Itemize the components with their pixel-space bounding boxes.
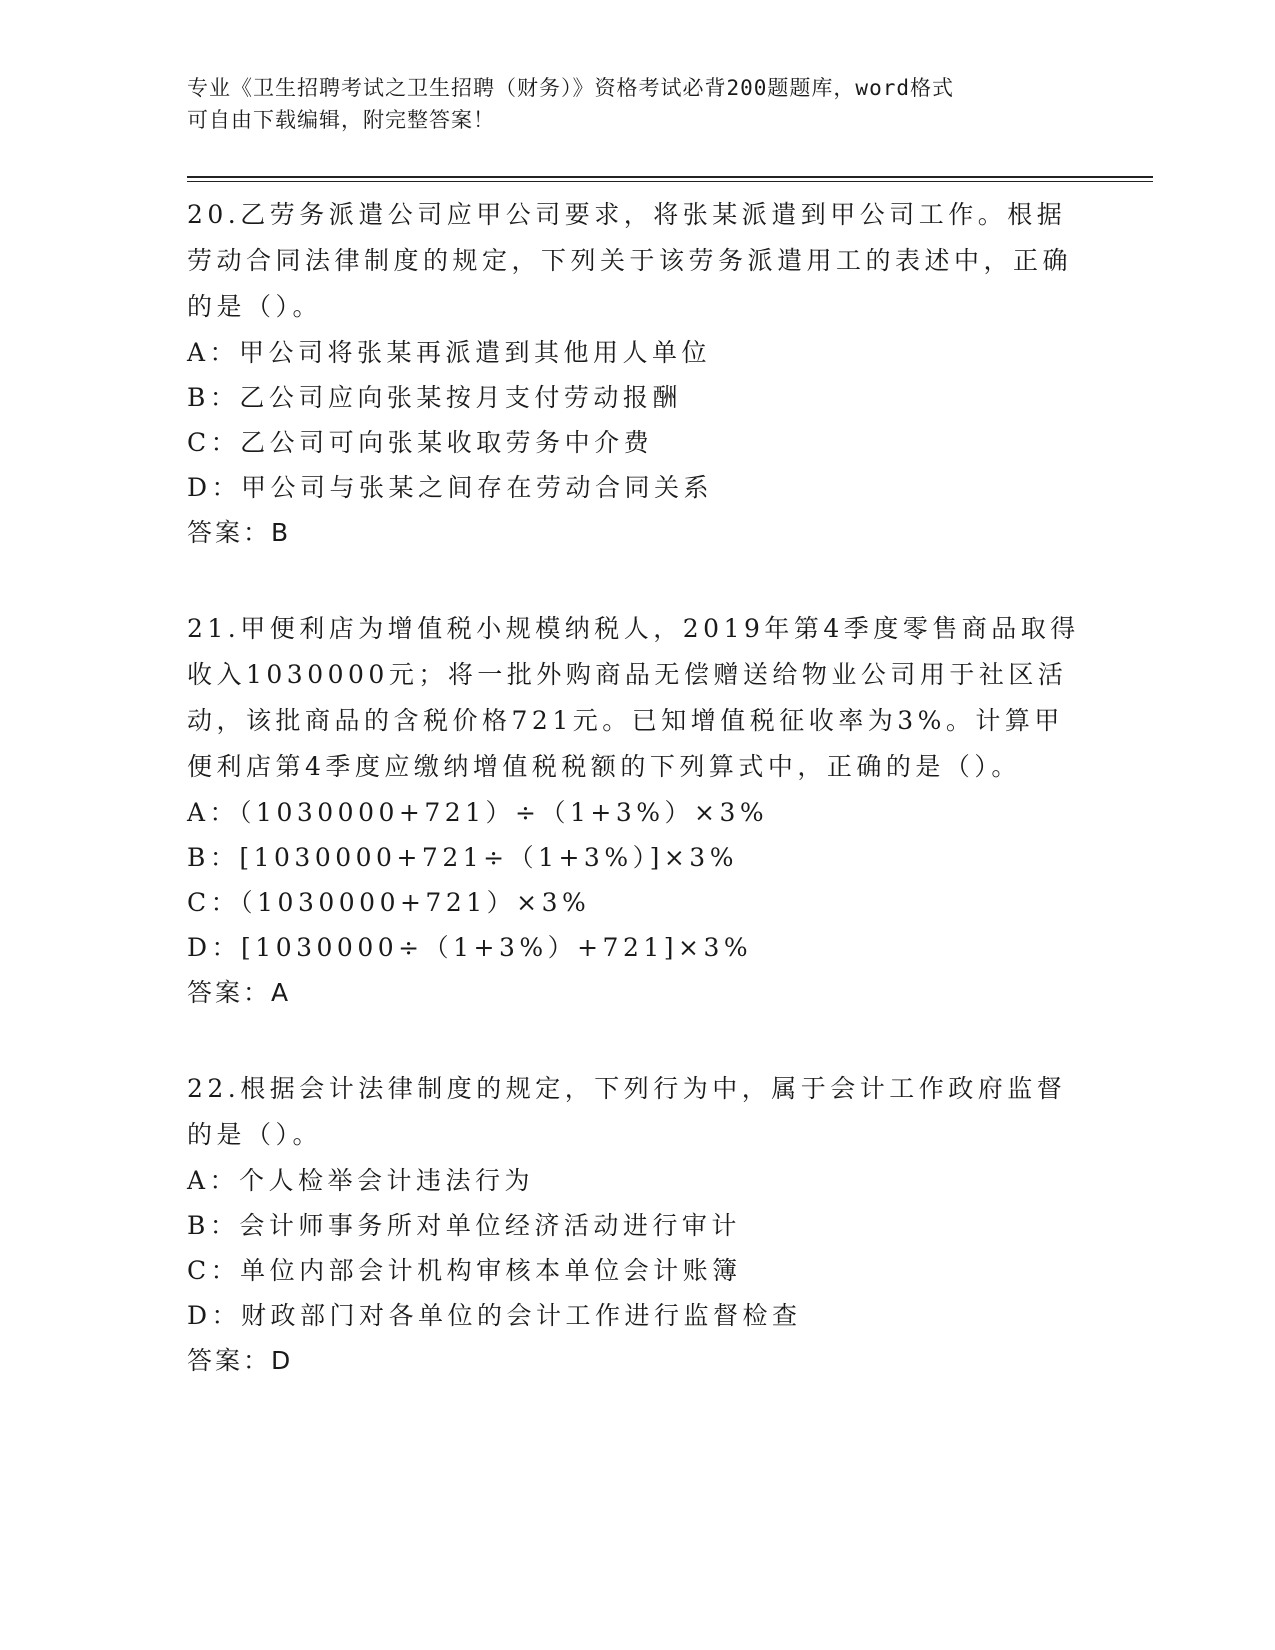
option-a: A：（1030000+721）÷（1+3%）×3% — [187, 798, 769, 827]
option-d: D：财政部门对各单位的会计工作进行监督检查 — [187, 1301, 802, 1330]
question-20 — [187, 188, 1087, 556]
option-b: B：[1030000+721÷（1+3%）]×3% — [187, 843, 738, 872]
answer-label: 答案：A — [187, 978, 292, 1007]
option-a: A：个人检举会计违法行为 — [187, 1166, 535, 1195]
header-line-1: 专业《卫生招聘考试之卫生招聘（财务）》资格考试必背200题题库，word格式 — [187, 76, 954, 100]
question-list — [187, 188, 1087, 1430]
option-d: D：[1030000÷（1+3%）+721]×3% — [187, 933, 753, 962]
option-b: B：乙公司应向张某按月支付劳动报酬 — [187, 383, 682, 412]
question-21 — [187, 602, 1087, 1016]
option-c: C：单位内部会计机构审核本单位会计账簿 — [187, 1256, 742, 1285]
header-divider — [187, 176, 1153, 182]
option-a: A：甲公司将张某再派遣到其他用人单位 — [187, 338, 712, 367]
option-c: C：乙公司可向张某收取劳务中介费 — [187, 428, 654, 457]
question-stem: 22.根据会计法律制度的规定，下列行为中，属于会计工作政府监督的是（）。 — [187, 1074, 1067, 1149]
answer-label: 答案：B — [187, 518, 292, 547]
question-22 — [187, 1062, 1087, 1384]
question-stem: 21.甲便利店为增值税小规模纳税人，2019年第4季度零售商品取得收入1030000元；将一批外购商品无偿赠送给物业公司用于社区活动，该批商品的含税价格721元。已知增值税征收率为3%。计算甲便利店第4季度应缴纳增值税税额的下列算式中，正确的是（）。 — [187, 614, 1080, 781]
option-d: D：甲公司与张某之间存在劳动合同关系 — [187, 473, 714, 502]
document-header — [187, 72, 1087, 136]
header-line-2: 可自由下载编辑，附完整答案！ — [187, 108, 495, 132]
question-stem: 20.乙劳务派遣公司应甲公司要求，将张某派遣到甲公司工作。根据劳动合同法律制度的规定，下列关于该劳务派遣用工的表述中，正确的是（）。 — [187, 200, 1073, 321]
answer-label: 答案：D — [187, 1346, 294, 1375]
option-c: C：（1030000+721）×3% — [187, 888, 591, 917]
option-b: B：会计师事务所对单位经济活动进行审计 — [187, 1211, 741, 1240]
